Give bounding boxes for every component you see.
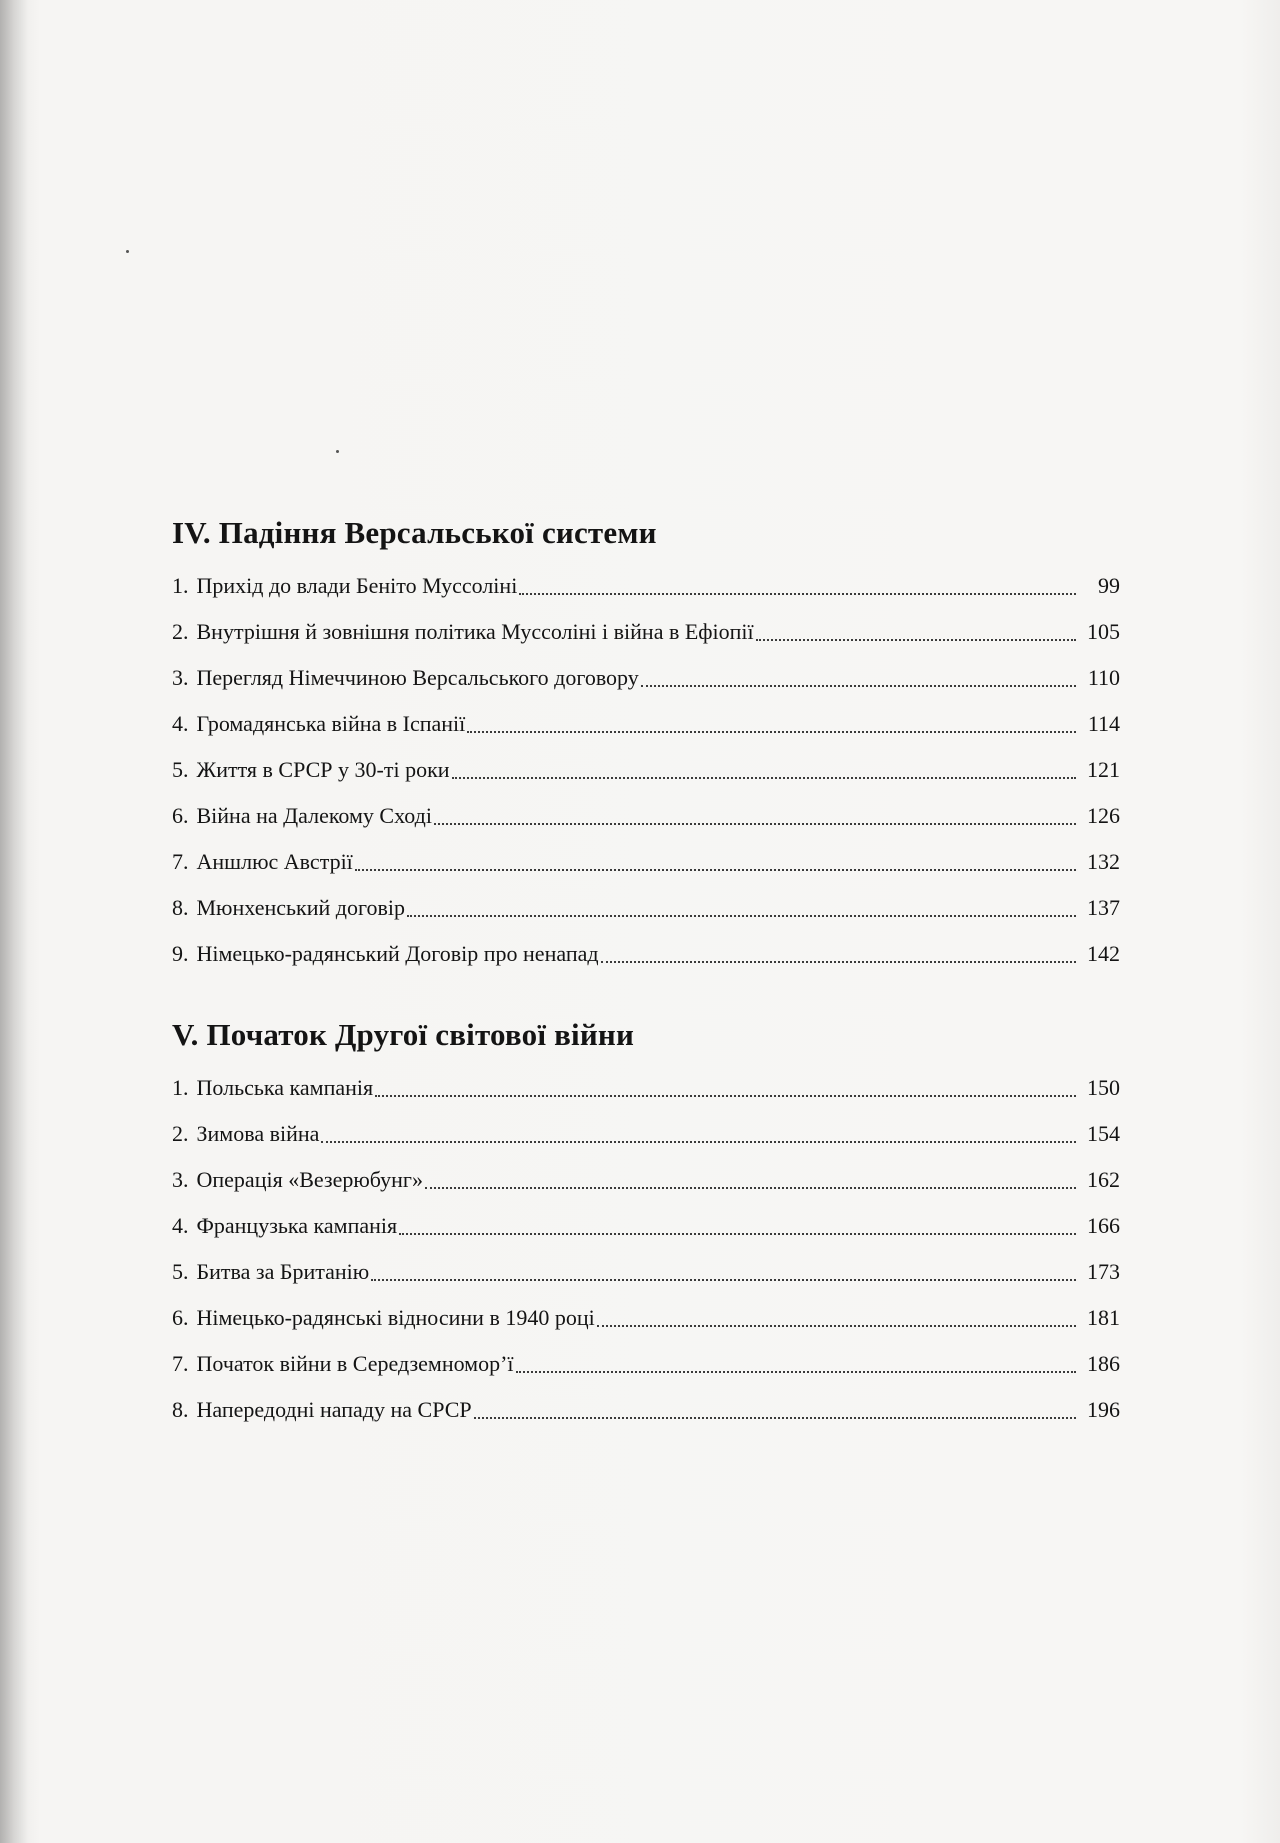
section-title: V. Початок Другої світової війни <box>172 1017 635 1052</box>
dot-leader <box>425 1187 1076 1189</box>
entry-number: 3. <box>172 665 189 690</box>
entry-title: Прихід до влади Беніто Муссоліні <box>196 573 518 598</box>
dot-leader <box>375 1095 1076 1097</box>
entry-title: Аншлюс Австрії <box>196 849 353 874</box>
entry-page-number: 154 <box>1087 1121 1120 1146</box>
entry-title: Польська кампанія <box>196 1075 374 1100</box>
toc-entry <box>172 1249 1120 1295</box>
toc-entry <box>172 793 1120 839</box>
entry-page-number: 126 <box>1087 803 1120 828</box>
entry-number: 1. <box>172 573 189 598</box>
entry-page-number: 132 <box>1087 849 1120 874</box>
toc-entry <box>172 701 1120 747</box>
toc-entry <box>172 655 1120 701</box>
dot-leader <box>516 1371 1076 1373</box>
entry-title: Початок війни в Середземномор’ї <box>196 1351 514 1376</box>
entry-title: Битва за Британію <box>196 1259 370 1284</box>
dot-leader <box>597 1325 1076 1327</box>
entry-number: 3. <box>172 1167 189 1192</box>
entry-page-number: 150 <box>1087 1075 1120 1100</box>
entry-page-number: 181 <box>1087 1305 1120 1330</box>
entry-number: 6. <box>172 1305 189 1330</box>
toc-entry <box>172 1065 1120 1111</box>
entry-title: Французька кампанія <box>196 1213 398 1238</box>
entry-page-number: 162 <box>1087 1167 1120 1192</box>
entry-title: Зимова війна <box>196 1121 320 1146</box>
toc-entry <box>172 563 1120 609</box>
toc-entry <box>172 1157 1120 1203</box>
entry-page-number: 137 <box>1087 895 1120 920</box>
entry-page-number: 105 <box>1087 619 1120 644</box>
stray-mark <box>336 450 339 453</box>
spine-shadow <box>0 0 28 1843</box>
entry-page-number: 166 <box>1087 1213 1120 1238</box>
toc-entry <box>172 885 1120 931</box>
entry-number: 7. <box>172 849 189 874</box>
entry-page-number: 110 <box>1087 665 1120 690</box>
entry-number: 2. <box>172 619 189 644</box>
entry-number: 4. <box>172 711 189 736</box>
toc-entry <box>172 931 1120 977</box>
toc-entry <box>172 609 1120 655</box>
dot-leader <box>399 1233 1076 1235</box>
dot-leader <box>467 731 1076 733</box>
toc-entry <box>172 1111 1120 1157</box>
dot-leader <box>601 961 1076 963</box>
dot-leader <box>434 823 1076 825</box>
entry-title: Операція «Везерюбунг» <box>196 1167 423 1192</box>
toc-section-v <box>172 1007 1120 1433</box>
entry-number: 9. <box>172 941 189 966</box>
entry-number: 2. <box>172 1121 189 1146</box>
entry-number: 5. <box>172 757 189 782</box>
toc-entry <box>172 747 1120 793</box>
dot-leader <box>452 777 1076 779</box>
dot-leader <box>355 869 1076 871</box>
entry-number: 6. <box>172 803 189 828</box>
entry-page-number: 142 <box>1087 941 1120 966</box>
dot-leader <box>321 1141 1076 1143</box>
dot-leader <box>756 639 1076 641</box>
entry-number: 8. <box>172 1397 189 1422</box>
dot-leader <box>519 593 1076 595</box>
entry-page-number: 186 <box>1087 1351 1120 1376</box>
entry-page-number: 99 <box>1098 573 1120 598</box>
dot-leader <box>641 685 1076 687</box>
stray-mark <box>126 250 129 253</box>
entry-number: 1. <box>172 1075 189 1100</box>
entry-title: Війна на Далекому Сході <box>196 803 432 828</box>
entry-number: 7. <box>172 1351 189 1376</box>
entry-page-number: 173 <box>1087 1259 1120 1284</box>
entry-title: Мюнхенський договір <box>196 895 405 920</box>
entry-title: Німецько-радянський Договір про ненапад <box>196 941 599 966</box>
toc-entry <box>172 1387 1120 1433</box>
entry-title: Громадянська війна в Іспанії <box>196 711 466 736</box>
table-of-contents <box>172 505 1120 1463</box>
entry-number: 5. <box>172 1259 189 1284</box>
entry-page-number: 114 <box>1087 711 1120 736</box>
toc-entry <box>172 839 1120 885</box>
entry-title: Німецько-радянські відносини в 1940 році <box>196 1305 595 1330</box>
dot-leader <box>407 915 1076 917</box>
entry-page-number: 121 <box>1087 757 1120 782</box>
dot-leader <box>474 1417 1076 1419</box>
entry-page-number: 196 <box>1087 1397 1120 1422</box>
entry-number: 4. <box>172 1213 189 1238</box>
entry-title: Перегляд Німеччиною Версальського договору <box>196 665 639 690</box>
section-title: IV. Падіння Версальської системи <box>172 515 657 550</box>
toc-section-iv <box>172 505 1120 977</box>
entry-number: 8. <box>172 895 189 920</box>
toc-entry <box>172 1295 1120 1341</box>
toc-entry <box>172 1203 1120 1249</box>
toc-entry <box>172 1341 1120 1387</box>
entry-title: Напередодні нападу на СРСР <box>196 1397 472 1422</box>
entry-title: Внутрішня й зовнішня політика Муссоліні і війна в Ефіопії <box>196 619 754 644</box>
dot-leader <box>371 1279 1076 1281</box>
entry-title: Життя в СРСР у 30-ті роки <box>196 757 450 782</box>
